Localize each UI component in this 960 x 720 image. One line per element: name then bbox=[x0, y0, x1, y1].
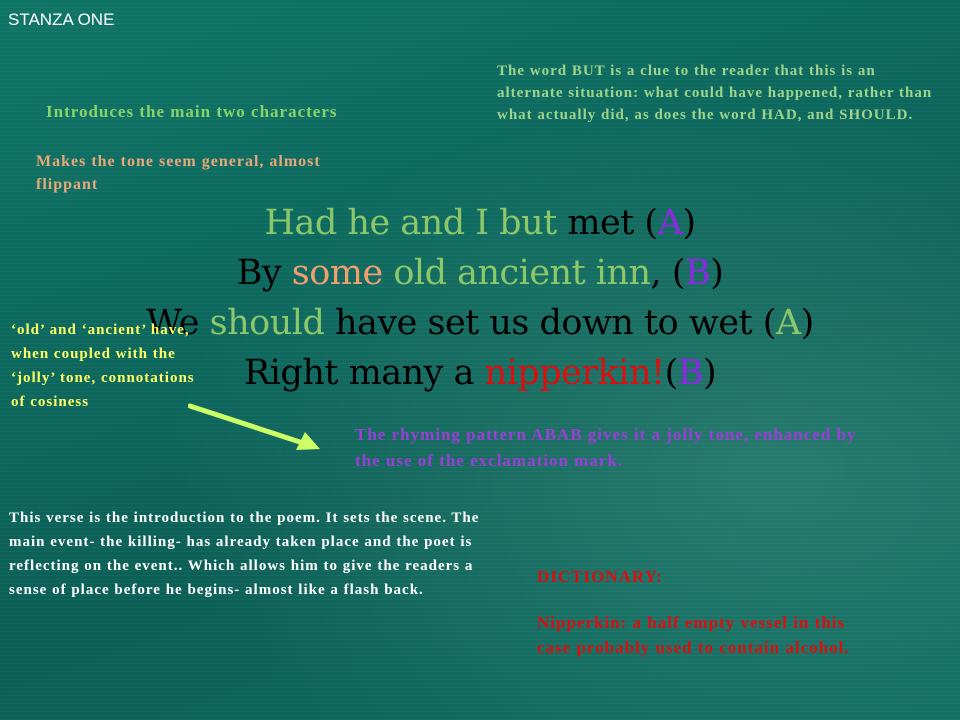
line1-text: met bbox=[556, 203, 645, 243]
dictionary-title: DICTIONARY: bbox=[537, 567, 663, 586]
line1-highlight: Had he and I but bbox=[264, 203, 557, 243]
line4-text: Right many a bbox=[243, 353, 485, 393]
line2-paren: ) bbox=[710, 253, 724, 293]
line3-text: have set us down to wet bbox=[324, 303, 763, 343]
dictionary-definition: Nipperkin: a half empty vessel in this case probably used to contain alcohol. bbox=[537, 613, 850, 657]
poem-line-2 bbox=[0, 248, 960, 298]
old-ancient-note: ‘old’ and ‘ancient’ have, when coupled with the ‘jolly’ tone, connotations of cosiness bbox=[11, 322, 195, 410]
rhyme-pattern-note: The rhyming pattern ABAB gives it a jolly tone, enhanced by the use of the exclamation mark. bbox=[355, 425, 857, 470]
stanza-label: STANZA ONE bbox=[8, 10, 115, 29]
intro-note: Introduces the main two characters bbox=[46, 102, 338, 121]
rhyme-letter: A bbox=[775, 303, 801, 343]
line3-text: We bbox=[146, 303, 210, 343]
arrow-right-icon bbox=[188, 392, 328, 462]
line1-paren: ) bbox=[682, 203, 696, 243]
rhyme-letter: B bbox=[677, 353, 703, 393]
line3-highlight: should bbox=[209, 303, 325, 343]
introduction-note: This verse is the introduction to the poem. It sets the scene. The main event- the killing- has already taken place and the poet is reflecting on the event.. Which allows him to give the readers a sense of place before he begins- almost like a flash back. bbox=[9, 510, 480, 598]
line2-orange: some bbox=[291, 253, 383, 293]
line2-paren: ( bbox=[671, 253, 685, 293]
line4-red: nipperkin! bbox=[484, 353, 665, 393]
line3-paren: ) bbox=[800, 303, 814, 343]
tone-note: Makes the tone seem general, almost flippant bbox=[36, 153, 321, 193]
line2-text: , bbox=[650, 253, 672, 293]
line1-paren: ( bbox=[644, 203, 658, 243]
poem-line-1 bbox=[0, 198, 960, 248]
line4-paren: ( bbox=[664, 353, 678, 393]
rhyme-letter: B bbox=[684, 253, 711, 293]
line2-highlight: old ancient inn bbox=[382, 253, 651, 293]
line4-paren: ) bbox=[702, 353, 717, 393]
rhyme-letter: A bbox=[657, 203, 683, 243]
line3-paren: ( bbox=[762, 303, 776, 343]
line2-text: By bbox=[236, 253, 292, 293]
but-word-note: The word BUT is a clue to the reader that this is an alternate situation: what could have happened, rather than what actually did, as does the word HAD, and SHOULD. bbox=[497, 63, 933, 123]
